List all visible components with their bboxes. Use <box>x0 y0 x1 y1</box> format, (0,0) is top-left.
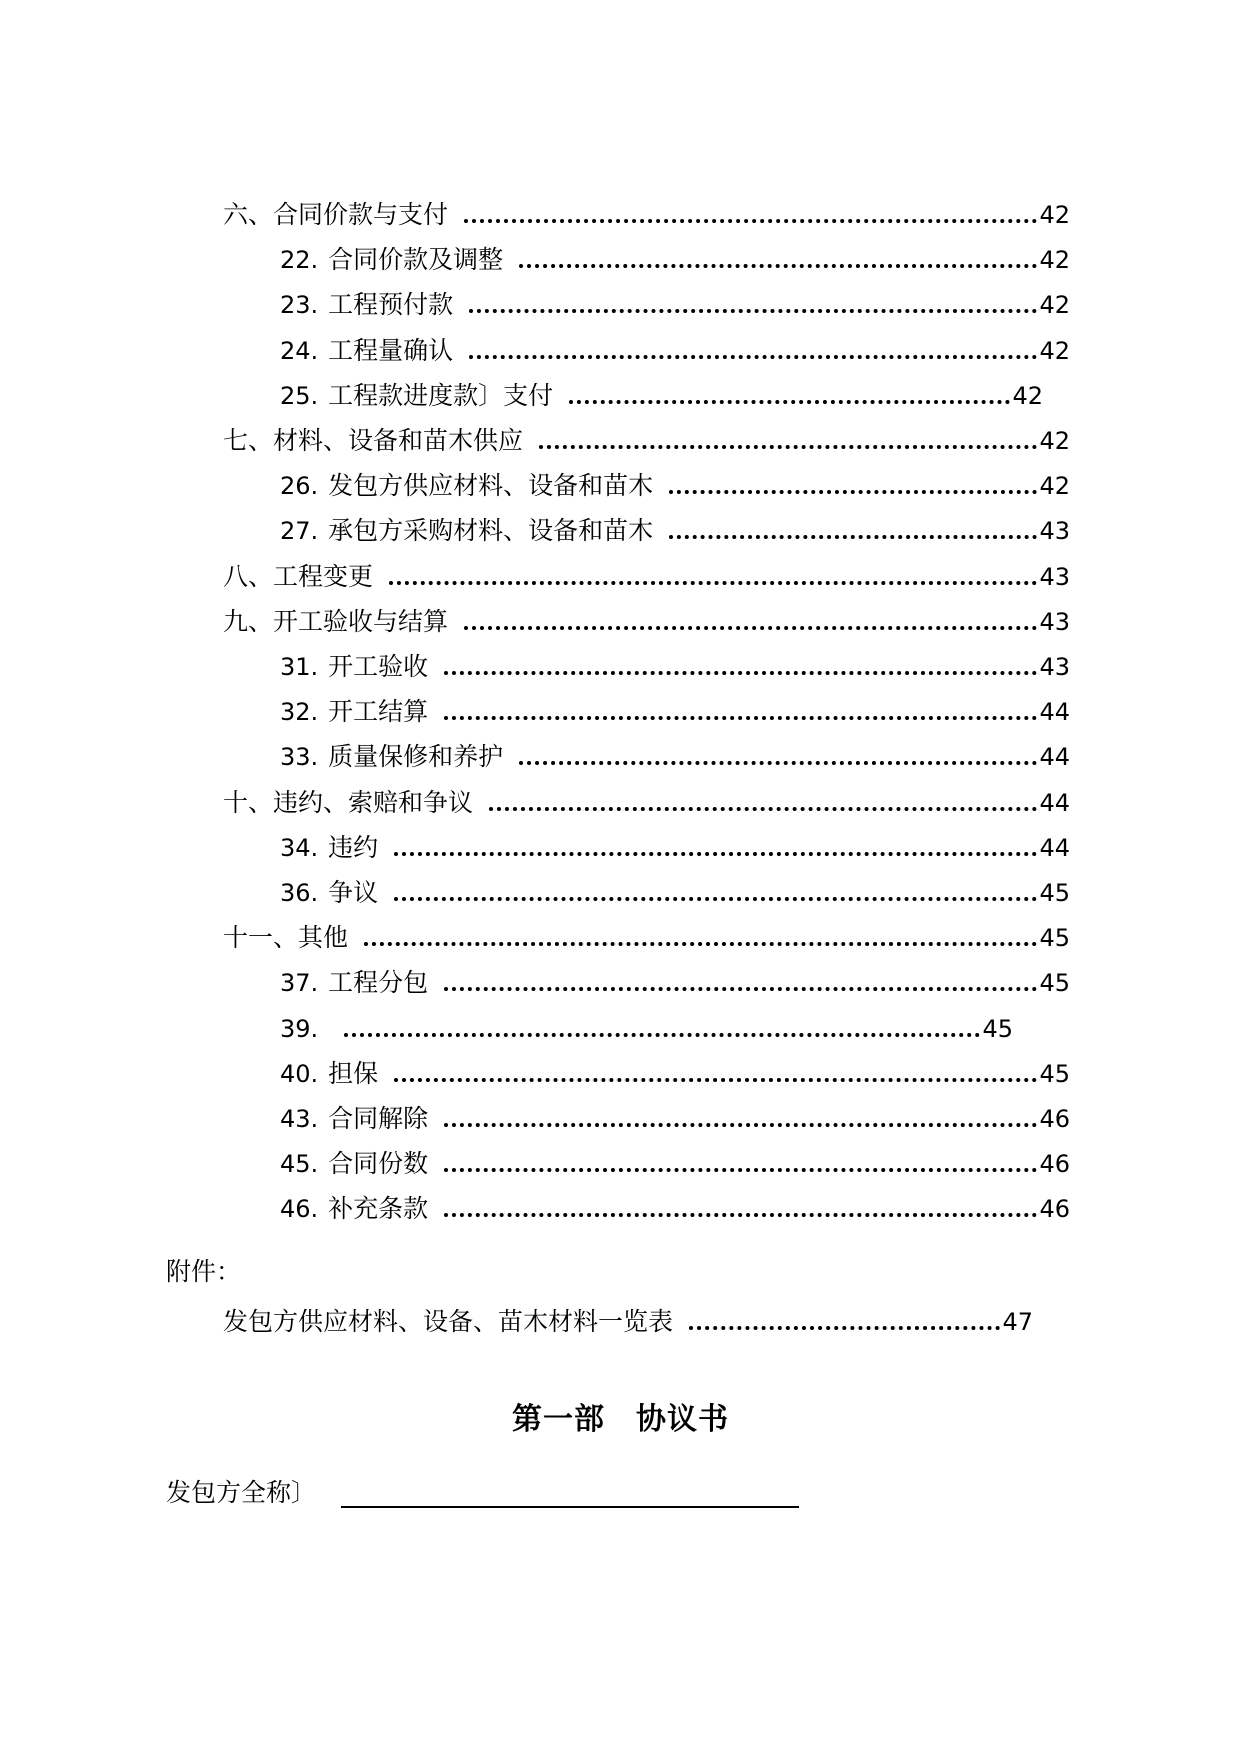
toc-page-number: 45 <box>1039 879 1070 907</box>
toc-entry[interactable] <box>280 687 1070 727</box>
toc-dot-leader <box>539 445 1037 449</box>
toc-entry-number: 36. <box>280 879 319 907</box>
toc-entry[interactable] <box>280 1184 1070 1224</box>
toc-entry-label: 合同价款与支付 <box>273 200 449 229</box>
toc-entry-number: 46. <box>280 1195 319 1223</box>
toc-entry-number: 九、 <box>223 607 274 636</box>
toc-entry[interactable] <box>280 1139 1070 1179</box>
toc-dot-leader <box>569 400 1010 404</box>
toc-entry-label: 发包方供应材料、设备、苗木材料一览表 <box>223 1307 674 1336</box>
toc-page-number: 42 <box>1039 246 1070 274</box>
toc-dot-leader <box>444 716 1037 720</box>
toc-entry-number: 24. <box>280 337 319 365</box>
toc-entry-label: 争议 <box>328 878 379 907</box>
toc-page-number: 46 <box>1039 1195 1070 1223</box>
toc-dot-leader <box>444 1213 1037 1217</box>
toc-entry-number: 45. <box>280 1150 319 1178</box>
toc-entry-label: 违约、索赔和争议 <box>273 788 474 817</box>
toc-entry-number: 39. <box>280 1015 319 1043</box>
toc-page-number: 43 <box>1039 653 1070 681</box>
toc-entry-number: 六、 <box>223 200 274 229</box>
toc-dot-leader <box>394 897 1037 901</box>
toc-page-number: 42 <box>1039 201 1070 229</box>
employer-name-field <box>166 1478 799 1508</box>
toc-entry-label: 合同价款及调整 <box>328 245 504 274</box>
toc-entry[interactable] <box>280 732 1070 772</box>
toc-dot-leader <box>444 671 1037 675</box>
toc-entry[interactable] <box>280 461 1070 501</box>
toc-page-number: 44 <box>1039 743 1070 771</box>
toc-entry-label: 工程分包 <box>328 968 429 997</box>
toc-dot-leader <box>389 581 1037 585</box>
toc-entry[interactable] <box>280 1049 1070 1089</box>
toc-entry-number: 27. <box>280 517 319 545</box>
toc-page-number: 44 <box>1039 834 1070 862</box>
toc-entry-number: 22. <box>280 246 319 274</box>
toc-entry-number: 40. <box>280 1060 319 1088</box>
toc-entry-label: 开工验收 <box>328 652 429 681</box>
toc-dot-leader <box>469 355 1037 359</box>
toc-page-number: 42 <box>1012 382 1043 410</box>
toc-page-number: 42 <box>1039 427 1070 455</box>
toc-dot-leader <box>394 1078 1037 1082</box>
toc-entry-label: 工程量确认 <box>328 336 454 365</box>
toc-dot-leader <box>444 987 1037 991</box>
toc-entry[interactable] <box>280 235 1070 275</box>
toc-entry-number: 八、 <box>223 562 274 591</box>
toc-page-number: 45 <box>1039 1060 1070 1088</box>
toc-dot-leader <box>444 1123 1037 1127</box>
toc-page-number: 42 <box>1039 337 1070 365</box>
toc-entry-number: 43. <box>280 1105 319 1133</box>
toc-dot-leader <box>344 1033 980 1037</box>
toc-dot-leader <box>669 535 1037 539</box>
toc-page-number: 44 <box>1039 789 1070 817</box>
toc-entry-label: 补充条款 <box>328 1194 429 1223</box>
toc-entry-label: 工程预付款 <box>328 290 454 319</box>
toc-dot-leader <box>689 1326 1000 1330</box>
toc-dot-leader <box>394 852 1037 856</box>
toc-entry[interactable] <box>223 913 1070 953</box>
toc-entry-number: 31. <box>280 653 319 681</box>
toc-entry-number: 十、 <box>223 788 274 817</box>
toc-page-number: 47 <box>1002 1308 1033 1336</box>
toc-dot-leader <box>444 1168 1037 1172</box>
appendix-heading: 附件： <box>166 1257 242 1286</box>
toc-entry-label: 开工验收与结算 <box>273 607 449 636</box>
toc-entry-number: 23. <box>280 291 319 319</box>
toc-dot-leader <box>519 264 1037 268</box>
toc-entry[interactable] <box>280 371 1043 411</box>
toc-entry-label: 合同份数 <box>328 1149 429 1178</box>
toc-page-number: 43 <box>1039 608 1070 636</box>
toc-entry-number: 25. <box>280 382 319 410</box>
toc-page-number: 43 <box>1039 563 1070 591</box>
employer-name-label: 发包方全称〕 <box>166 1478 317 1507</box>
toc-entry[interactable] <box>223 552 1070 592</box>
toc-dot-leader <box>464 626 1037 630</box>
toc-entry-label: 质量保修和养护 <box>328 742 504 771</box>
toc-entry-number: 32. <box>280 698 319 726</box>
toc-dot-leader <box>669 490 1037 494</box>
toc-entry-label: 材料、设备和苗木供应 <box>273 426 524 455</box>
toc-entry-number: 34. <box>280 834 319 862</box>
toc-entry-label: 合同解除 <box>328 1104 429 1133</box>
toc-dot-leader <box>489 807 1037 811</box>
toc-page-number: 43 <box>1039 517 1070 545</box>
toc-entry[interactable] <box>280 280 1070 320</box>
toc-entry[interactable] <box>280 1004 1013 1044</box>
toc-entry[interactable] <box>280 958 1070 998</box>
toc-entry[interactable] <box>280 1094 1070 1134</box>
toc-entry[interactable] <box>280 506 1070 546</box>
toc-entry[interactable] <box>280 642 1070 682</box>
toc-entry[interactable] <box>223 597 1070 637</box>
toc-page-number: 45 <box>982 1015 1013 1043</box>
toc-page-number: 42 <box>1039 291 1070 319</box>
toc-entry[interactable] <box>280 326 1070 366</box>
appendix-toc-entry[interactable] <box>223 1297 1033 1337</box>
toc-entry-label: 工程变更 <box>273 562 374 591</box>
toc-page-number: 45 <box>1039 969 1070 997</box>
toc-entry-label: 工程款进度款〕支付 <box>328 381 554 410</box>
toc-entry-label: 发包方供应材料、设备和苗木 <box>328 471 654 500</box>
toc-entry[interactable] <box>280 868 1070 908</box>
toc-entry-label: 违约 <box>328 833 379 862</box>
toc-dot-leader <box>469 309 1037 313</box>
employer-name-blank-line[interactable] <box>341 1480 799 1508</box>
toc-entry-number: 七、 <box>223 426 274 455</box>
toc-dot-leader <box>364 942 1037 946</box>
toc-entry[interactable] <box>223 190 1070 230</box>
toc-entry-label: 开工结算 <box>328 697 429 726</box>
toc-entry-number: 26. <box>280 472 319 500</box>
toc-entry[interactable] <box>223 416 1070 456</box>
toc-page-number: 44 <box>1039 698 1070 726</box>
toc-dot-leader <box>519 761 1037 765</box>
toc-dot-leader <box>464 219 1037 223</box>
toc-entry-label: 承包方采购材料、设备和苗木 <box>328 516 654 545</box>
toc-page-number: 42 <box>1039 472 1070 500</box>
toc-page-number: 45 <box>1039 924 1070 952</box>
toc-entry-number: 37. <box>280 969 319 997</box>
toc-page-number: 46 <box>1039 1105 1070 1133</box>
section-title: 第一部 协议书 <box>512 1402 729 1437</box>
toc-entry[interactable] <box>280 823 1070 863</box>
toc-entry-number: 33. <box>280 743 319 771</box>
toc-entry-number: 十一、 <box>223 923 299 952</box>
toc-entry-label: 其他 <box>298 923 349 952</box>
toc-entry-label: 担保 <box>328 1059 379 1088</box>
toc-entry[interactable] <box>223 778 1070 818</box>
toc-page-number: 46 <box>1039 1150 1070 1178</box>
